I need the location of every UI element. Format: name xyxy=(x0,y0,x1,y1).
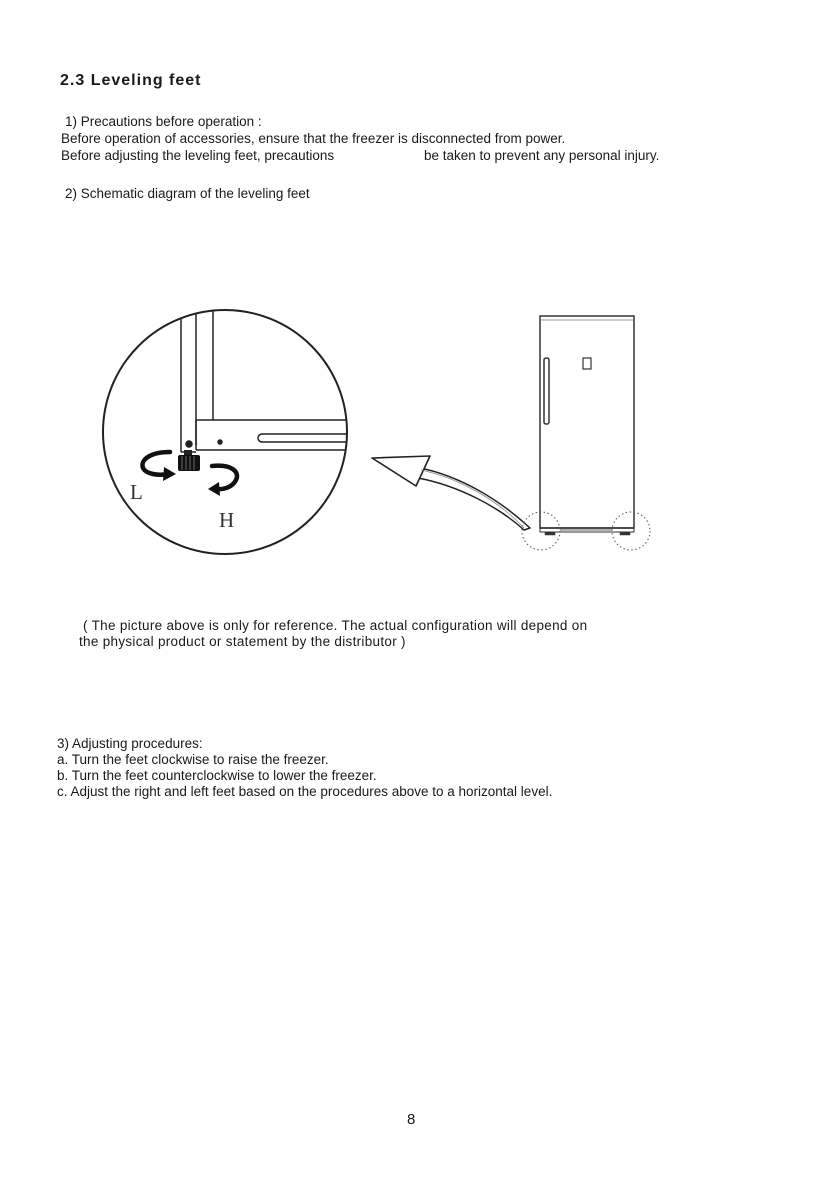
label-l: L xyxy=(130,480,143,504)
reference-note-line-1: ( The picture above is only for reference. The actual configuration will depend on xyxy=(83,618,588,633)
precautions-heading: 1) Precautions before operation : xyxy=(65,114,262,129)
section-number: 2.3 xyxy=(60,72,86,89)
label-h: H xyxy=(219,508,235,532)
precautions-line-2-part-1: Before adjusting the leveling feet, precautions xyxy=(61,148,335,163)
reference-note xyxy=(79,618,587,650)
precautions-line-2-part-2: be taken to prevent any personal injury. xyxy=(424,148,660,163)
diagram-heading: 2) Schematic diagram of the leveling feet xyxy=(65,186,310,201)
procedures-heading: 3) Adjusting procedures: xyxy=(57,736,203,751)
freezer-front-view xyxy=(522,316,650,550)
precautions-line-1: Before operation of accessories, ensure that the freezer is disconnected from power. xyxy=(61,131,566,146)
page-number: 8 xyxy=(407,1111,416,1128)
procedure-step-a: a. Turn the feet clockwise to raise the freezer. xyxy=(57,752,329,767)
reference-note-line-2: the physical product or statement by the distributor ) xyxy=(79,634,406,649)
curved-pointer-arrow-icon xyxy=(372,456,530,530)
procedure-step-c: c. Adjust the right and left feet based on the procedures above to a horizontal level. xyxy=(57,784,553,799)
procedure-step-b: b. Turn the feet counterclockwise to lower the freezer. xyxy=(57,768,377,783)
section-title: Leveling feet xyxy=(90,72,202,89)
magnified-foot-detail xyxy=(103,300,368,554)
